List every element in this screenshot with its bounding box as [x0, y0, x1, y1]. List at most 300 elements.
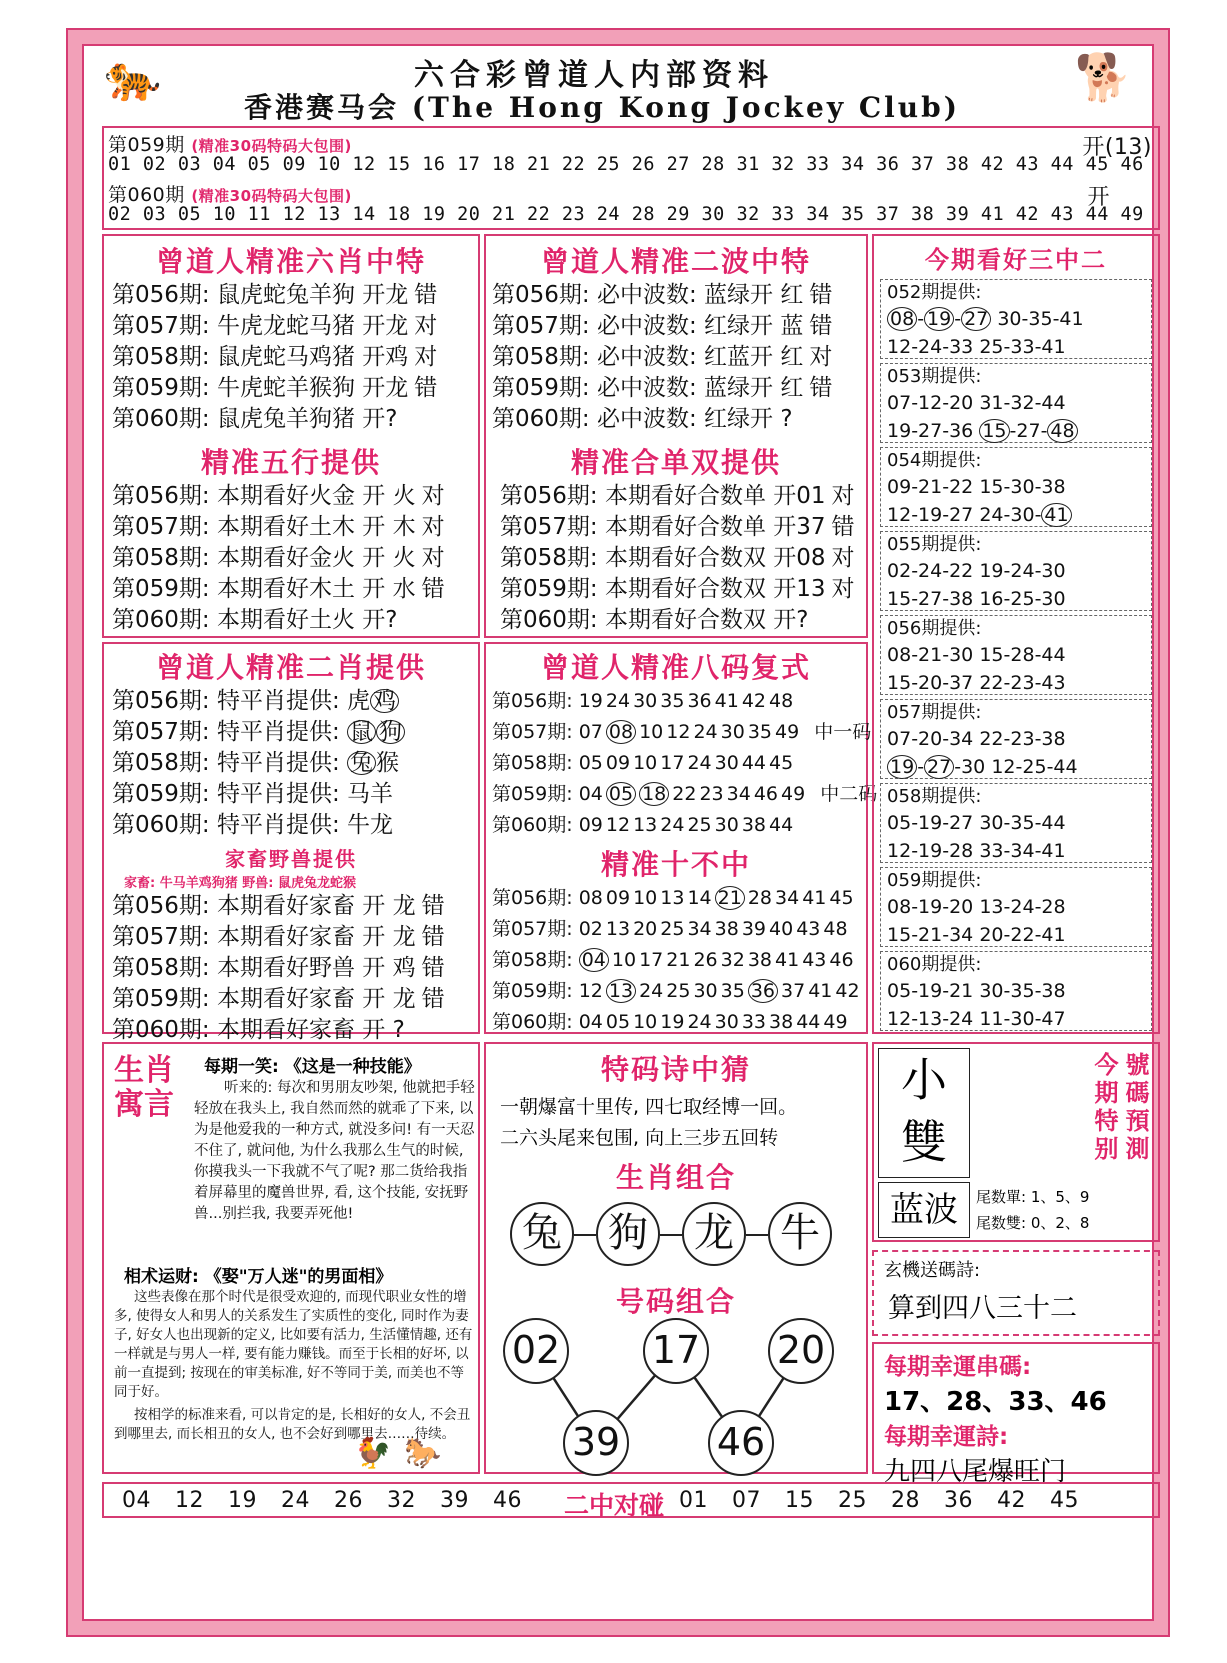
two_wave-row [492, 311, 866, 342]
row-text: 本期看好家畜 开 龙 [209, 893, 416, 919]
joke-panel [102, 1042, 480, 1474]
livestock-row [112, 891, 478, 922]
number-combo-title: 号码组合 [615, 1285, 736, 1318]
poem-panel [484, 1042, 868, 1474]
group-number: 27 [918, 588, 943, 610]
two_zodiac-row [112, 686, 478, 717]
code-number: 30 [693, 980, 718, 1002]
code-number: 41 [802, 887, 827, 909]
period-label: 第056期: [112, 893, 210, 919]
two_zodiac-row [112, 717, 478, 748]
zodiac-combo-circle: 狗 [596, 1202, 660, 1266]
code-number: 45 [829, 887, 854, 909]
group-number: 19 [887, 755, 917, 779]
period-label: 第057期: [112, 719, 210, 745]
pair-center-label: 二中对碰 [564, 1491, 665, 1520]
p060-label: 第060期 [108, 184, 185, 206]
code-number: 09 [578, 814, 603, 836]
period-label: 第060期: [112, 812, 210, 838]
group-number: 08 [887, 644, 912, 666]
period-label: 第058期: [492, 344, 590, 370]
code-number: 21 [715, 886, 745, 910]
row-text: 本期看好合数单 开01 [597, 483, 826, 509]
tail-even: 尾数雙: 0、2、8 [976, 1214, 1090, 1232]
group-number: 19 [887, 420, 912, 442]
ten_not-row [492, 976, 866, 1007]
two_wave-row [492, 404, 866, 435]
code-number: 24 [660, 814, 685, 836]
row-text: 鼠虎蛇马鸡猪 开鸡 [209, 344, 409, 370]
p059-result: 开(13) [1082, 135, 1152, 160]
period-label: 第059期: [492, 980, 579, 1002]
period-label: 第058期: [112, 344, 210, 370]
six_zodiac-row [112, 311, 478, 342]
code-number: 18 [639, 782, 669, 806]
code-number: 19 [660, 1011, 685, 1033]
row-text: 必中波数: 蓝绿开 红 [589, 282, 804, 308]
result-mark: 错 [421, 955, 445, 981]
group-label: 057期提供: [887, 702, 982, 723]
group-number: 05 [887, 980, 912, 1002]
period-label: 第059期: [112, 986, 210, 1012]
hit-note: 中二码 [820, 783, 878, 805]
code-number: 44 [769, 814, 794, 836]
combo-dash [660, 1234, 682, 1236]
group-number: 24 [949, 1008, 974, 1030]
joke-title: 每期一笑: 《这是一种技能》 [204, 1057, 421, 1077]
period-label: 第056期: [492, 690, 579, 712]
group-number: 35 [1028, 308, 1053, 330]
pair-number: 12 [175, 1488, 204, 1513]
six-zodiac-title: 曾道人精准六肖中特 [155, 245, 426, 278]
number-combo-circle: 46 [708, 1410, 774, 1476]
group-number: 20 [918, 672, 943, 694]
mystic-title: 玄機送碼詩: [884, 1260, 981, 1281]
group-number: 15 [887, 672, 912, 694]
five_elements-row [112, 574, 478, 605]
code-number: 34 [726, 783, 751, 805]
horse-icon: 🐎 [404, 1436, 442, 1471]
group-number: 44 [1041, 644, 1066, 666]
group-line: 12-24-33 25-33-41 [887, 336, 1066, 358]
poem-line-1: 一朝爆富十里传, 四七取经博一回。 [500, 1096, 798, 1118]
pair-number: 42 [997, 1488, 1026, 1513]
period-label: 第059期: [112, 781, 210, 807]
page-frame [68, 30, 1168, 1635]
code-number: 38 [747, 949, 773, 971]
odd_even-row [500, 512, 866, 543]
period-label: 第059期: [112, 576, 210, 602]
code-number: 17 [639, 949, 664, 971]
code-number: 30 [720, 721, 745, 743]
p059-numbers: 01 02 03 04 05 09 10 12 15 16 17 18 21 22 25 26 27 28 31 32 33 34 36 37 38 42 43 44 45 46 [108, 154, 1144, 175]
group-number: 19 [918, 504, 943, 526]
group-number: 24 [979, 504, 1004, 526]
code-number: 34 [775, 887, 800, 909]
group-number: 16 [979, 588, 1004, 610]
group-number: 12 [918, 392, 943, 414]
code-number: 42 [835, 980, 860, 1002]
code-number: 20 [633, 918, 658, 940]
pair-number: 32 [387, 1488, 416, 1513]
group-number: 27 [961, 307, 991, 331]
livestock-row [112, 922, 478, 953]
code-number: 08 [606, 720, 636, 744]
code-number: 10 [611, 949, 637, 971]
two-wave-title: 曾道人精准二波中特 [540, 245, 811, 278]
result-mark: 错 [414, 282, 438, 308]
result-mark: 对 [414, 313, 438, 339]
rooster-icon: 🐓 [354, 1436, 392, 1471]
code-number: 44 [796, 1011, 821, 1033]
group-line: 02-24-22 19-24-30 [887, 560, 1066, 582]
result-mark: 对 [421, 514, 445, 540]
group-number: 30 [1010, 476, 1035, 498]
zodiac-a: 马 [347, 781, 371, 807]
group-number: 24 [918, 560, 943, 582]
eight_codes-row [492, 810, 866, 841]
code-number: 25 [687, 814, 712, 836]
code-number: 10 [639, 721, 664, 743]
result-mark: 错 [831, 514, 855, 540]
result-mark: 错 [809, 375, 833, 401]
group-number: 44 [1053, 756, 1078, 778]
group-number: 33 [1010, 336, 1035, 358]
code-number: 13 [660, 887, 685, 909]
combo-dash [574, 1234, 596, 1236]
period-label: 第059期: [492, 783, 579, 805]
eight_codes-row [492, 717, 872, 748]
code-number: 05 [606, 782, 636, 806]
code-number: 37 [781, 980, 806, 1002]
group-number: 33 [949, 336, 974, 358]
code-number: 22 [672, 783, 697, 805]
group-line: 08-21-30 15-28-44 [887, 644, 1066, 666]
group-line: 09-21-22 15-30-38 [887, 476, 1066, 498]
group-number: 12 [887, 504, 912, 526]
group-number: 02 [887, 560, 912, 582]
group-number: 22 [1010, 924, 1035, 946]
code-number: 43 [802, 949, 827, 971]
three-of-two-panel [872, 234, 1160, 1034]
code-number: 48 [769, 690, 794, 712]
row-text: 本期看好合数双 开08 [597, 545, 826, 571]
group-number: 19 [918, 896, 943, 918]
livestock-row [112, 984, 478, 1015]
zodiac-combo-circle: 龙 [682, 1202, 746, 1266]
row-text: 必中波数: 红蓝开 红 [589, 344, 804, 370]
code-number: 23 [699, 783, 724, 805]
p059-note: (精准30码特码大包围) [191, 137, 352, 155]
period-label: 第057期: [492, 313, 590, 339]
pair-number: 36 [944, 1488, 973, 1513]
pair-number: 26 [334, 1488, 363, 1513]
p060-result: 开 [1087, 185, 1110, 210]
code-number: 42 [741, 690, 767, 712]
group-number: 41 [1059, 308, 1084, 330]
code-number: 19 [578, 690, 603, 712]
period-label: 第060期: [500, 607, 598, 633]
period-label: 第060期: [112, 406, 210, 432]
result-mark: 错 [421, 576, 445, 602]
pair-number: 15 [785, 1488, 814, 1513]
group-label: 052期提供: [887, 282, 982, 303]
zodiac-combo-circle: 牛 [768, 1202, 832, 1266]
three-of-two-title: 今期看好三中二 [925, 245, 1107, 274]
code-number: 45 [769, 752, 794, 774]
group-number: 11 [979, 1008, 1004, 1030]
group-number: 09 [887, 476, 912, 498]
number-combo-circle: 39 [563, 1410, 629, 1476]
three-of-two-group [880, 363, 1152, 443]
group-number: 30 [1041, 588, 1066, 610]
row-text: 必中波数: 红绿开 蓝 [589, 313, 804, 339]
group-number: 20 [949, 896, 974, 918]
two-zodiac-title: 曾道人精准二肖提供 [155, 651, 426, 684]
code-number: 02 [578, 918, 603, 940]
row-text: 本期看好木土 开 水 [209, 576, 416, 602]
group-number: 19 [979, 560, 1004, 582]
three-of-two-group [880, 951, 1152, 1031]
six_zodiac-row [112, 373, 478, 404]
pair-number: 19 [228, 1488, 257, 1513]
group-number: 43 [1041, 672, 1066, 694]
group-number: 19 [918, 980, 943, 1002]
six-zodiac-panel [102, 234, 480, 638]
code-number: 24 [605, 690, 631, 712]
group-number: 19 [918, 812, 943, 834]
group-number: 07 [887, 392, 912, 414]
code-number: 13 [606, 979, 636, 1003]
period-label: 第059期: [112, 375, 210, 401]
ten_not-row [492, 914, 866, 945]
period-label: 第056期: [492, 282, 590, 308]
eight-code-panel [484, 642, 878, 1034]
face-text-2: 按相学的标准来看, 可以肯定的是, 长相好的女人, 不会丑到哪里去, 而长相丑的女人, 也不会好到哪里去……待续。 [114, 1407, 471, 1442]
code-number: 35 [660, 690, 685, 712]
row-text: 本期看好土火 开? [209, 607, 398, 633]
row-text: 特平肖提供: [209, 750, 348, 776]
code-number: 36 [687, 690, 712, 712]
code-number: 49 [823, 1011, 848, 1033]
code-number: 40 [769, 918, 794, 940]
period-label: 第058期: [492, 752, 579, 774]
code-number: 10 [633, 887, 658, 909]
group-number: 15 [887, 588, 912, 610]
result-mark: 对 [831, 483, 855, 509]
code-number: 30 [633, 690, 658, 712]
group-label: 059期提供: [887, 870, 982, 891]
code-number: 24 [639, 980, 664, 1002]
code-number: 39 [741, 918, 767, 940]
poem-title: 特码诗中猜 [600, 1053, 751, 1086]
group-number: 23 [1010, 672, 1035, 694]
two_zodiac-row [112, 810, 478, 841]
group-line: 08 - 19 - 27 30-35-41 [881, 305, 1151, 333]
period-label: 第060期: [492, 814, 579, 836]
group-number: 30 [961, 756, 986, 778]
group-number: 30 [979, 812, 1004, 834]
group-number: 28 [949, 840, 974, 862]
face-title: 相术运财: 《娶"万人迷"的男面相》 [124, 1267, 393, 1287]
group-number: 34 [1010, 840, 1035, 862]
five_elements-row [112, 512, 478, 543]
group-label: 053期提供: [887, 366, 982, 387]
odd_even-row [500, 543, 866, 574]
code-number: 38 [769, 1011, 794, 1033]
code-number: 07 [578, 721, 603, 743]
group-number: 38 [1041, 476, 1066, 498]
code-number: 10 [633, 752, 658, 774]
zodiac-b: 龙 [370, 812, 394, 838]
period-label: 第056期: [112, 688, 210, 714]
group-line: 19-27-36 15 -27- 48 [881, 417, 1151, 445]
group-number: 28 [1010, 644, 1035, 666]
two_wave-row [492, 280, 866, 311]
pair-number: 45 [1050, 1488, 1079, 1513]
lucky-panel [872, 1342, 1160, 1487]
code-number: 09 [605, 887, 631, 909]
three-of-two-group [880, 867, 1152, 947]
pair-strip [102, 1482, 1160, 1518]
group-number: 12 [887, 840, 912, 862]
period-label: 第058期: [112, 750, 210, 776]
number-combo-circle: 02 [503, 1318, 569, 1384]
code-number: 41 [808, 980, 833, 1002]
code-number: 36 [748, 979, 778, 1003]
group-line: 12-13-24 11-30-47 [887, 1008, 1066, 1030]
group-number: 20 [949, 392, 974, 414]
five_elements-row [112, 481, 478, 512]
period-label: 第057期: [492, 918, 579, 940]
group-number: 24 [1010, 896, 1035, 918]
period-label: 第057期: [500, 514, 598, 540]
mystic-text: 算到四八三十二 [888, 1293, 1077, 1324]
group-number: 12 [991, 756, 1016, 778]
row-text: 本期看好土木 开 木 [209, 514, 416, 540]
odd_even-row [500, 574, 866, 605]
period-label: 第060期: [112, 607, 210, 633]
three-of-two-group [880, 783, 1152, 863]
three-of-two-group [880, 531, 1152, 611]
eight_codes-row [492, 748, 866, 779]
code-number: 35 [720, 980, 745, 1002]
row-text: 本期看好合数单 开37 [597, 514, 826, 540]
code-number: 49 [781, 783, 806, 805]
row-text: 特平肖提供: [209, 719, 348, 745]
ten-not-title: 精准十不中 [600, 848, 751, 881]
code-number: 34 [687, 918, 712, 940]
lucky-poem: 九四八尾爆旺门 [884, 1457, 1067, 1487]
pair-number: 24 [281, 1488, 310, 1513]
group-number: 30 [1010, 1008, 1035, 1030]
group-number: 33 [979, 840, 1004, 862]
three-of-two-group [880, 447, 1152, 527]
zodiac-b: 猴 [376, 750, 400, 776]
group-number: 25 [1022, 756, 1047, 778]
group-number: 27 [918, 420, 943, 442]
group-number: 37 [949, 672, 974, 694]
size-parity-box [878, 1048, 970, 1178]
two_wave-row [492, 373, 866, 404]
poem-line-2: 二六头尾来包围, 向上三步五回转 [500, 1127, 779, 1149]
zodiac-b: 鸡 [370, 689, 399, 713]
group-line: 19 - 27 -30 12-25-44 [881, 753, 1151, 781]
odd_even-row [500, 481, 866, 512]
p060-numbers: 02 03 05 10 11 12 13 14 18 19 20 21 22 23 24 28 29 30 32 33 34 35 37 38 39 41 42 43 44 49 [108, 204, 1144, 225]
livestock-title: 家畜野兽提供 [225, 847, 357, 871]
group-number: 44 [1041, 812, 1066, 834]
period-label: 第058期: [500, 545, 598, 571]
pair-number: 25 [838, 1488, 867, 1513]
zodiac-a: 鼠 [347, 720, 376, 744]
result-mark: 对 [809, 344, 833, 370]
code-number: 12 [578, 980, 603, 1002]
three-of-two-group [880, 615, 1152, 695]
period-label: 第056期: [112, 483, 210, 509]
pair-number: 39 [440, 1488, 469, 1513]
two_zodiac-row [112, 748, 478, 779]
code-number: 32 [720, 949, 745, 971]
group-number: 30 [1041, 560, 1066, 582]
zodiac-b: 狗 [376, 720, 405, 744]
code-number: 33 [741, 1011, 767, 1033]
group-number: 13 [918, 1008, 943, 1030]
code-number: 41 [714, 690, 739, 712]
five_elements-row [112, 605, 478, 636]
group-number: 41 [1041, 924, 1066, 946]
code-number: 04 [578, 783, 603, 805]
result-mark: 错 [809, 313, 833, 339]
p060-note: (精准30码特码大包围) [191, 187, 352, 205]
code-number: 25 [666, 980, 691, 1002]
group-number: 30 [949, 644, 974, 666]
livestock-row [112, 953, 478, 984]
group-number: 38 [949, 588, 974, 610]
group-number: 15 [887, 924, 912, 946]
zodiac-a: 兔 [347, 751, 376, 775]
group-number: 41 [1041, 503, 1071, 527]
group-number: 20 [918, 728, 943, 750]
p059-label: 第059期 [108, 134, 185, 156]
group-number: 05 [887, 812, 912, 834]
ten_not-row [492, 945, 866, 976]
code-number: 24 [687, 752, 712, 774]
code-number: 10 [633, 1011, 658, 1033]
result-mark: 错 [414, 375, 438, 401]
code-number: 41 [775, 949, 800, 971]
five-elements-title: 精准五行提供 [200, 446, 381, 479]
joke-text: 听来的: 每次和男朋友吵架, 他就把手轻轻放在我头上, 我自然而然的就乖了下来, 以为是他爱我的一种方式, 就没多问! 有一天忍不住了, 就问他, 为什么我那么生气的时候, 你摸我头一下我就不气了呢? 那二货给我指着屏幕里的魔兽世界, 看, 这个技能, 安抚野兽...别拦我, 我要弄死他! [194, 1080, 475, 1222]
row-text: 特平肖提供: [209, 688, 348, 714]
tiger-icon: 🐅 [104, 50, 162, 104]
pair-number: 46 [493, 1488, 522, 1513]
page-title: 六合彩曾道人内部资料 [414, 58, 774, 93]
code-number: 12 [605, 814, 631, 836]
period-label: 第057期: [112, 514, 210, 540]
group-number: 47 [1041, 1008, 1066, 1030]
group-number: 15 [979, 476, 1004, 498]
group-number: 21 [918, 644, 943, 666]
number-combo-circle: 17 [643, 1318, 709, 1384]
group-number: 27 [949, 504, 974, 526]
zodiac-combo-title: 生肖组合 [615, 1161, 736, 1194]
row-text: 本期看好家畜 开 龙 [209, 986, 416, 1012]
period-label: 第060期: [492, 1011, 579, 1033]
two-zodiac-panel [102, 642, 480, 1043]
group-number: 07 [887, 728, 912, 750]
eight-code-title: 曾道人精准八码复式 [540, 651, 811, 684]
